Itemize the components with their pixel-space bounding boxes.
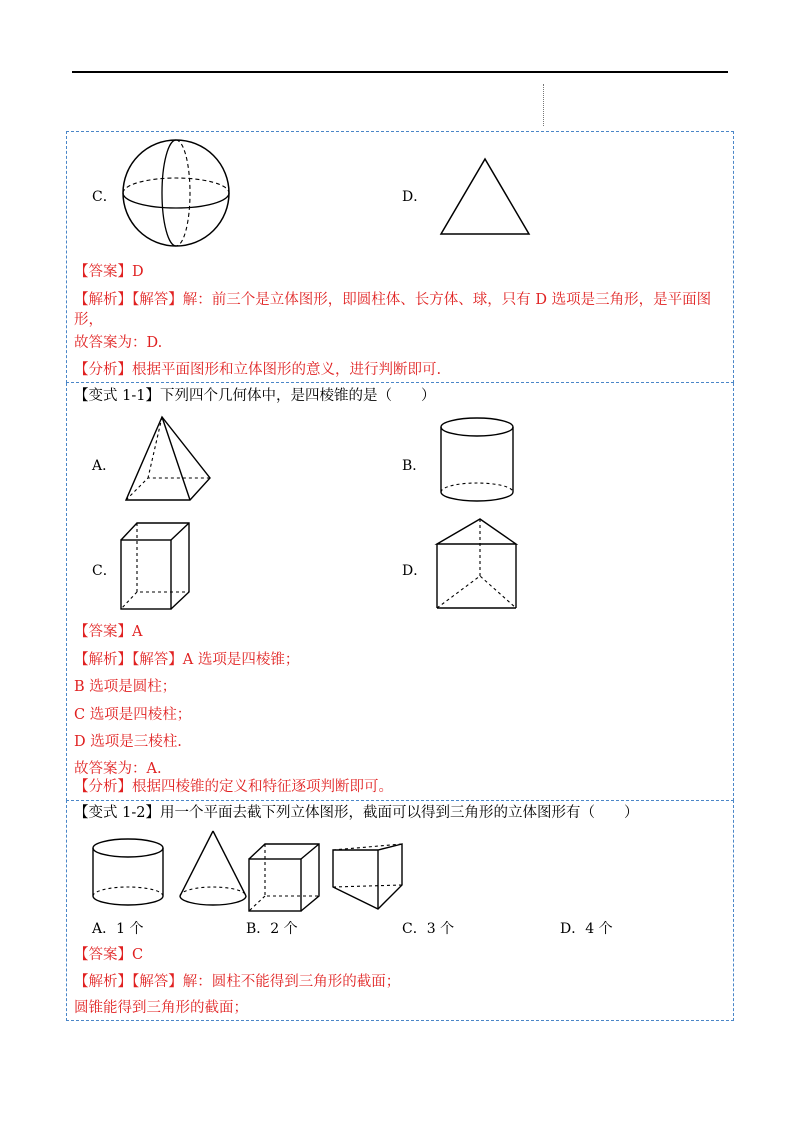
- cylinder-figure: [440, 417, 516, 503]
- cube-figure: [248, 843, 322, 913]
- summary-q1: 【分析】根据四棱锥的定义和特征逐项判断即可。: [74, 779, 393, 795]
- answer-q1: 【答案】A: [74, 624, 143, 640]
- cone-figure: [178, 830, 248, 908]
- triangular-prism-figure-q2: [332, 843, 404, 911]
- answer-q0: 【答案】D: [74, 264, 144, 280]
- analysis-q2-line2: 圆锥能得到三角形的截面；: [74, 1000, 248, 1016]
- analysis-q0: 【解析】【解答】解：前三个是立体图形，即圆柱体、长方体、球，只有 D 选项是三角形，是平面图形，: [74, 292, 712, 328]
- triangular-prism-figure: [436, 518, 520, 610]
- option-c-label: C．: [92, 189, 117, 205]
- triangle-figure: [440, 158, 532, 236]
- summary-q0: 【分析】根据平面图形和立体图形的意义，进行判断即可.: [74, 362, 442, 378]
- question-1-1: 【变式 1-1】下列四个几何体中，是四棱锥的是（ ）: [74, 388, 436, 404]
- option-d-label: D．: [402, 189, 428, 205]
- option-c-label-q1: C．: [92, 563, 117, 579]
- option-a-q2: A．1 个: [92, 921, 144, 937]
- option-d-label-q1: D．: [402, 563, 428, 579]
- analysis-q1-line1: 【解析】【解答】A 选项是四棱锥；: [74, 652, 300, 668]
- analysis-q2-line1: 【解析】【解答】解：圆柱不能得到三角形的截面；: [74, 974, 401, 990]
- analysis-q1-line2: B 选项是圆柱；: [74, 679, 177, 695]
- sphere-figure: [120, 138, 232, 248]
- cylinder-figure-q2: [92, 838, 166, 908]
- question-1-2: 【变式 1-2】用一个平面去截下列立体图形，截面可以得到三角形的立体图形有（ ）: [74, 805, 639, 821]
- option-c-q2: C．3 个: [402, 921, 455, 937]
- answer-q2: 【答案】C: [74, 947, 144, 963]
- square-prism-figure: [120, 522, 192, 610]
- square-pyramid-figure: [122, 416, 214, 502]
- option-b-label: B．: [402, 458, 427, 474]
- margin-dots: [543, 84, 546, 126]
- analysis-q1-line3: C 选项是四棱柱；: [74, 707, 192, 723]
- option-d-q2: D．4 个: [560, 921, 613, 937]
- option-b-q2: B．2 个: [246, 921, 298, 937]
- header-rule: [72, 71, 728, 73]
- option-a-label: A．: [92, 458, 117, 474]
- analysis-q1-line4: D 选项是三棱柱.: [74, 734, 182, 750]
- conclusion-q1: 故答案为：A.: [74, 761, 162, 777]
- conclusion-q0: 故答案为：D.: [74, 335, 163, 351]
